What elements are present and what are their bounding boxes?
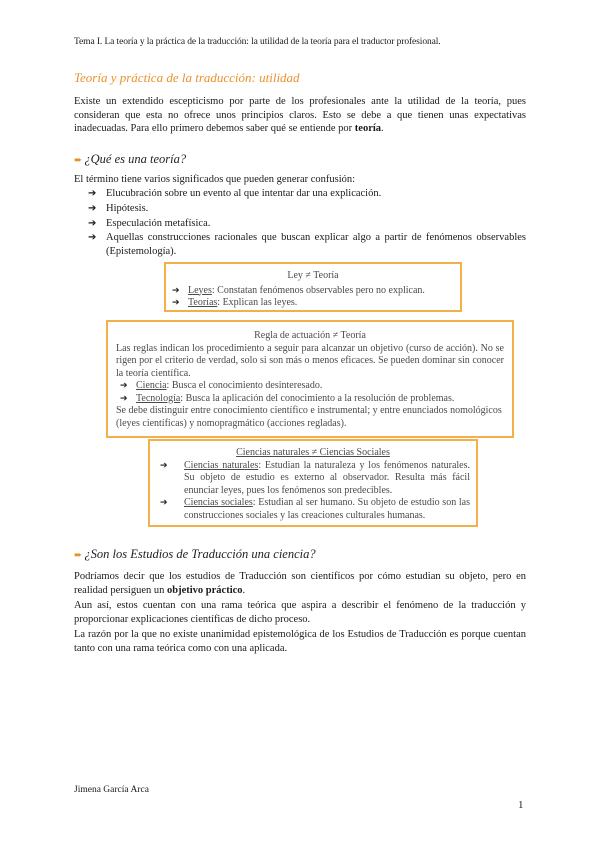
arrow-icon: ➔: [120, 381, 128, 391]
arrow-icon: ➔: [120, 393, 128, 404]
box-row: ➔ Tecnología: Busca la aplicación del conocimiento a la resolución de problemas.: [120, 392, 455, 404]
definition-list: [88, 186, 526, 259]
arrow-icon: ➔: [160, 498, 168, 508]
arrow-icon: ➔: [160, 460, 168, 471]
arrow-icon: ➨: [74, 550, 83, 561]
page-number: 1: [518, 799, 524, 811]
page-footer-author: Jimena García Arca: [74, 785, 149, 795]
list-item: ➔ Hipótesis.: [88, 203, 149, 214]
list-item: ➔ Especulación metafísica.: [88, 218, 211, 229]
arrow-icon: ➔: [88, 188, 97, 199]
section-title-estudios-traduccion: ➨ ¿Son los Estudios de Traducción una ciencia?: [74, 547, 316, 561]
paragraph-cientificos: Podríamos decir que los estudios de Traducción son científicos por cómo estudian su objeto, pero en realidad persiguen un objetivo práctico.: [74, 571, 526, 596]
arrow-icon: ➔: [88, 203, 97, 214]
box-ley-teoria: [164, 262, 462, 312]
box-row: ➔ Ciencias sociales: Estudian al ser humano. Su objeto de estudio son las construcciones sociales y las creaciones culturales humanas.: [160, 497, 471, 521]
box-row: ➔ Ciencia: Busca el conocimiento desinteresado.: [120, 380, 323, 391]
section-title-teoria-practica: Teoría y práctica de la traducción: utilidad: [74, 70, 300, 85]
box-title: Regla de actuación ≠ Teoría: [254, 330, 366, 341]
box-row: ➔ Teorías: Explican las leyes.: [172, 297, 298, 308]
arrow-icon: ➔: [88, 218, 97, 229]
paragraph-unanimidad: La razón por la que no existe unanimidad epistemológica de los Estudios de Traducción es porque cuentan tanto con una rama teórica como con una aplicada.: [74, 629, 526, 654]
paragraph-rama-teorica: Aun así, estos cuentan con una rama teórica que aspira a describir el fenómeno de la traducción y proporcionar explicaciones científicas de dicho proceso.: [74, 600, 526, 625]
list-item: ➔ Elucubración sobre un evento al que intentar dar una explicación.: [88, 188, 382, 199]
box-row: ➔ Leyes: Constatan fenómenos observables pero no explican.: [172, 284, 425, 296]
arrow-icon: ➔: [172, 285, 180, 296]
arrow-icon: ➔: [88, 232, 97, 243]
definition-intro: El término tiene varios significados que pueden generar confusión:: [74, 174, 356, 185]
box-title: Ciencias naturales ≠ Ciencias Sociales: [236, 447, 390, 458]
section-title-que-es-teoria: ➨ ¿Qué es una teoría?: [74, 152, 187, 166]
page-header: Tema I. La teoría y la práctica de la traducción: la utilidad de la teoría para el traductor profesional.: [74, 37, 441, 47]
arrow-icon: ➨: [74, 155, 83, 166]
arrow-icon: ➔: [172, 298, 180, 308]
box-intro: Las reglas indican los procedimiento a seguir para alcanzar un objetivo (curso de acción). No se rigen por el criterio de verdad, solo si son más o menos eficaces. Se pueden dominar sin conocer la teoría científica.: [116, 342, 504, 379]
intro-paragraph: Existe un extendido escepticismo por parte de los profesionales ante la utilidad de la teoría, pues consideran que esta no ofrece unos principios claros. Esto se debe a que tienen unas expectativas inadecuadas. Para ello primero debemos saber qué se entiende por teoría.: [74, 96, 526, 134]
list-item: ➔ Aquellas construcciones racionales que buscan explicar algo a partir de fenómenos observables (Epistemología).: [88, 232, 526, 257]
box-ciencias: [148, 439, 478, 527]
box-regla-teoria: [106, 320, 514, 438]
box-outro: Se debe distinguir entre conocimiento científico e instrumental; y entre enunciados nomológicos (leyes científicas) y nomopragmático (acciones regladas).: [116, 405, 502, 429]
box-title: Ley ≠ Teoría: [287, 270, 339, 281]
box-row: ➔ Ciencias naturales: Estudian la naturaleza y los fenómenos naturales. Su objeto de estudio es externo al observador. Resulta más fácil enunciar leyes, pues los fenómenos son predecibles.: [160, 459, 470, 496]
